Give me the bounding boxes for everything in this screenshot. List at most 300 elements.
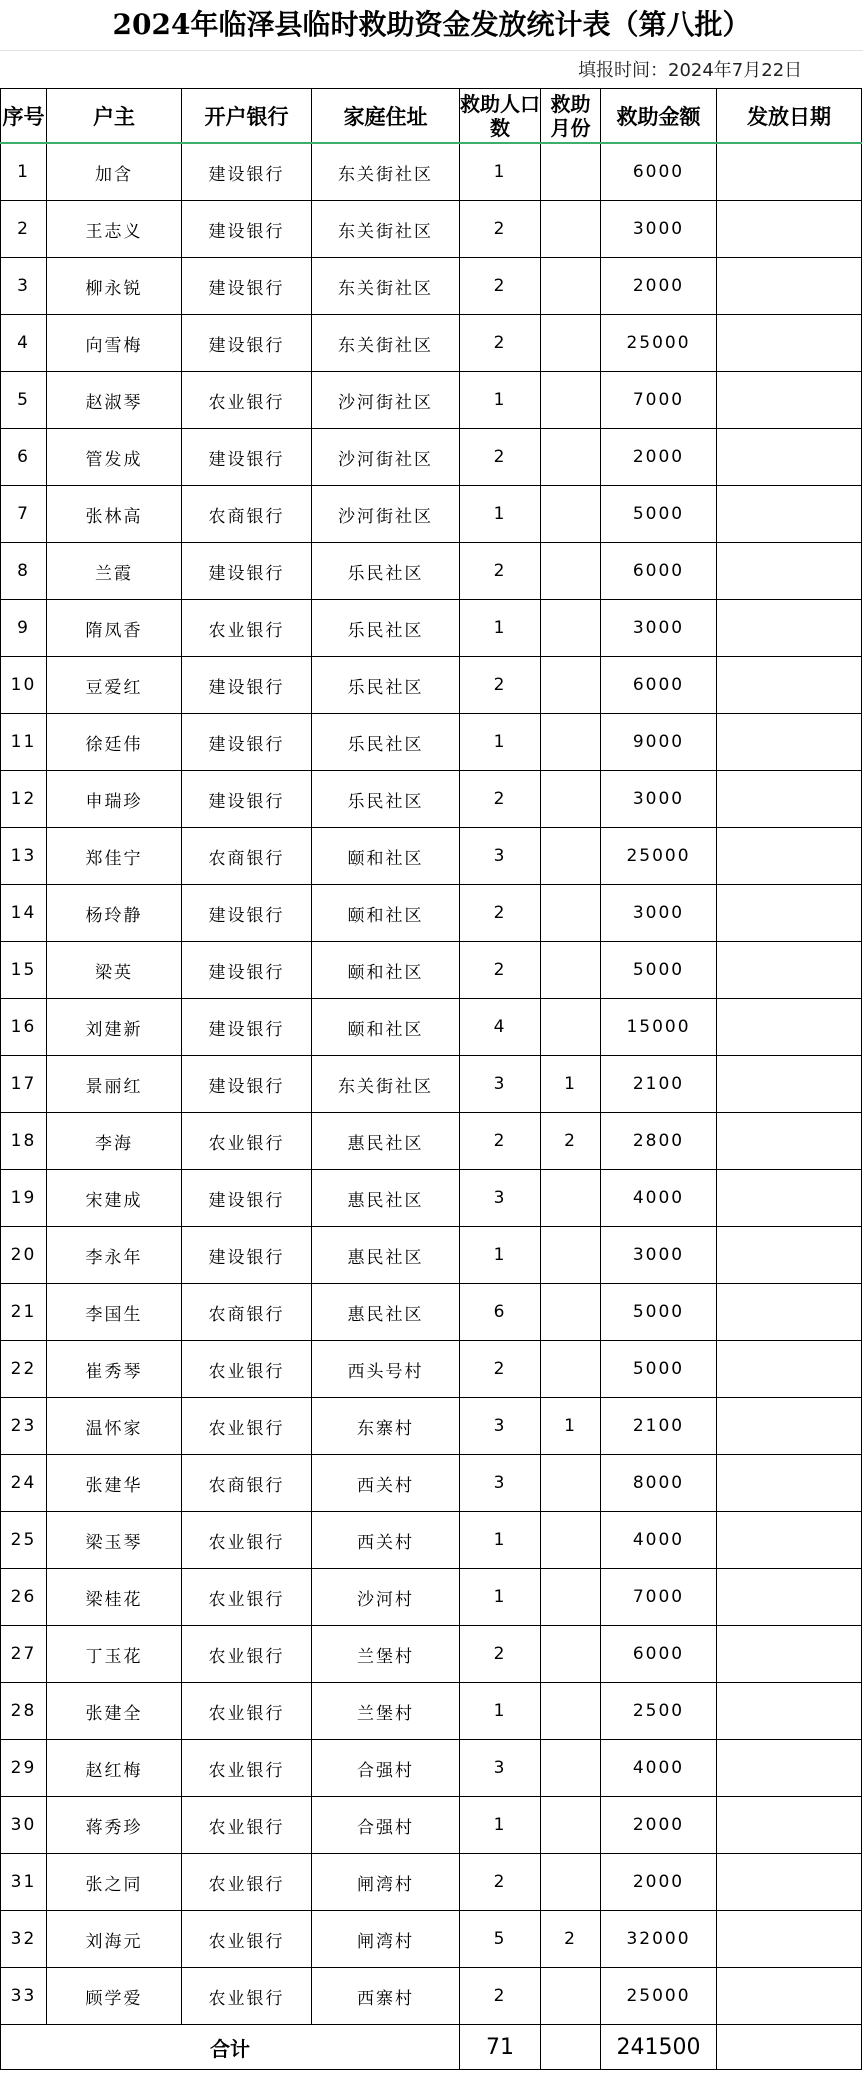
cell-householder: 梁玉琴 <box>47 1512 182 1569</box>
cell-seq: 33 <box>1 1968 47 2025</box>
cell-months <box>541 600 601 657</box>
cell-persons: 1 <box>460 714 541 771</box>
header-bank: 开户银行 <box>182 89 312 144</box>
cell-bank: 农业银行 <box>182 1569 312 1626</box>
cell-householder: 崔秀琴 <box>47 1341 182 1398</box>
cell-seq: 29 <box>1 1740 47 1797</box>
cell-seq: 7 <box>1 486 47 543</box>
cell-months: 1 <box>541 1056 601 1113</box>
cell-persons: 1 <box>460 1797 541 1854</box>
table-row <box>1 657 862 714</box>
cell-persons: 2 <box>460 258 541 315</box>
cell-householder: 隋凤香 <box>47 600 182 657</box>
cell-persons: 1 <box>460 372 541 429</box>
cell-date <box>717 657 862 714</box>
cell-persons: 2 <box>460 1626 541 1683</box>
cell-persons: 1 <box>460 1512 541 1569</box>
cell-months <box>541 657 601 714</box>
cell-address: 沙河街社区 <box>312 486 460 543</box>
cell-months <box>541 1569 601 1626</box>
cell-bank: 农业银行 <box>182 1398 312 1455</box>
cell-amount: 2000 <box>601 429 717 486</box>
cell-householder: 李永年 <box>47 1227 182 1284</box>
relief-table <box>0 88 862 2070</box>
cell-amount: 3000 <box>601 771 717 828</box>
cell-seq: 4 <box>1 315 47 372</box>
cell-bank: 建设银行 <box>182 714 312 771</box>
cell-months <box>541 315 601 372</box>
cell-bank: 建设银行 <box>182 885 312 942</box>
cell-bank: 农商银行 <box>182 828 312 885</box>
cell-householder: 张建全 <box>47 1683 182 1740</box>
cell-bank: 农业银行 <box>182 600 312 657</box>
table-row <box>1 372 862 429</box>
cell-householder: 赵淑琴 <box>47 372 182 429</box>
cell-householder: 李国生 <box>47 1284 182 1341</box>
cell-months <box>541 143 601 201</box>
table-row <box>1 1398 862 1455</box>
table-row <box>1 1284 862 1341</box>
cell-date <box>717 1569 862 1626</box>
cell-seq: 10 <box>1 657 47 714</box>
cell-amount: 5000 <box>601 486 717 543</box>
cell-address: 西寨村 <box>312 1968 460 2025</box>
cell-address: 合强村 <box>312 1740 460 1797</box>
cell-months <box>541 1284 601 1341</box>
cell-amount: 7000 <box>601 372 717 429</box>
cell-amount: 2100 <box>601 1056 717 1113</box>
cell-bank: 农业银行 <box>182 1512 312 1569</box>
cell-months <box>541 1683 601 1740</box>
cell-bank: 农商银行 <box>182 486 312 543</box>
cell-date <box>717 1740 862 1797</box>
cell-amount: 32000 <box>601 1911 717 1968</box>
cell-date <box>717 1683 862 1740</box>
cell-address: 东关街社区 <box>312 258 460 315</box>
cell-seq: 26 <box>1 1569 47 1626</box>
cell-months <box>541 1341 601 1398</box>
cell-householder: 张建华 <box>47 1455 182 1512</box>
cell-amount: 2800 <box>601 1113 717 1170</box>
cell-date <box>717 258 862 315</box>
cell-householder: 管发成 <box>47 429 182 486</box>
cell-seq: 18 <box>1 1113 47 1170</box>
cell-persons: 2 <box>460 885 541 942</box>
total-row <box>1 2025 862 2070</box>
cell-householder: 景丽红 <box>47 1056 182 1113</box>
cell-amount: 25000 <box>601 1968 717 2025</box>
cell-months: 2 <box>541 1911 601 1968</box>
cell-date <box>717 1455 862 1512</box>
header-persons: 救助人口数 <box>460 89 541 144</box>
header-months: 救助月份 <box>541 89 601 144</box>
cell-address: 沙河街社区 <box>312 429 460 486</box>
table-row <box>1 714 862 771</box>
cell-amount: 6000 <box>601 1626 717 1683</box>
cell-amount: 4000 <box>601 1170 717 1227</box>
cell-bank: 农业银行 <box>182 1740 312 1797</box>
table-row <box>1 143 862 201</box>
cell-months <box>541 1740 601 1797</box>
cell-bank: 建设银行 <box>182 999 312 1056</box>
cell-date <box>717 429 862 486</box>
cell-date <box>717 372 862 429</box>
cell-amount: 25000 <box>601 315 717 372</box>
cell-bank: 建设银行 <box>182 429 312 486</box>
cell-seq: 3 <box>1 258 47 315</box>
cell-amount: 9000 <box>601 714 717 771</box>
cell-persons: 1 <box>460 1683 541 1740</box>
cell-date <box>717 828 862 885</box>
cell-amount: 3000 <box>601 201 717 258</box>
cell-persons: 2 <box>460 429 541 486</box>
cell-amount: 3000 <box>601 1227 717 1284</box>
cell-months <box>541 828 601 885</box>
cell-address: 兰堡村 <box>312 1626 460 1683</box>
cell-address: 颐和社区 <box>312 942 460 999</box>
cell-bank: 建设银行 <box>182 315 312 372</box>
table-row <box>1 201 862 258</box>
cell-persons: 3 <box>460 828 541 885</box>
cell-seq: 6 <box>1 429 47 486</box>
cell-seq: 25 <box>1 1512 47 1569</box>
cell-months <box>541 372 601 429</box>
cell-amount: 8000 <box>601 1455 717 1512</box>
cell-persons: 2 <box>460 942 541 999</box>
cell-seq: 12 <box>1 771 47 828</box>
table-row <box>1 1056 862 1113</box>
cell-persons: 5 <box>460 1911 541 1968</box>
cell-months <box>541 1227 601 1284</box>
cell-date <box>717 1797 862 1854</box>
cell-address: 兰堡村 <box>312 1683 460 1740</box>
table-row <box>1 1113 862 1170</box>
table-row <box>1 999 862 1056</box>
cell-persons: 2 <box>460 657 541 714</box>
cell-bank: 农商银行 <box>182 1284 312 1341</box>
cell-date <box>717 1056 862 1113</box>
cell-persons: 2 <box>460 1968 541 2025</box>
total-date <box>717 2025 862 2070</box>
table-row <box>1 315 862 372</box>
cell-address: 惠民社区 <box>312 1284 460 1341</box>
cell-months <box>541 714 601 771</box>
cell-bank: 建设银行 <box>182 942 312 999</box>
cell-persons: 2 <box>460 1854 541 1911</box>
total-persons: 71 <box>460 2025 541 2070</box>
cell-address: 乐民社区 <box>312 714 460 771</box>
cell-bank: 建设银行 <box>182 543 312 600</box>
cell-persons: 6 <box>460 1284 541 1341</box>
cell-months <box>541 885 601 942</box>
cell-seq: 27 <box>1 1626 47 1683</box>
cell-persons: 3 <box>460 1170 541 1227</box>
cell-householder: 顾学爱 <box>47 1968 182 2025</box>
cell-bank: 农商银行 <box>182 1455 312 1512</box>
cell-amount: 3000 <box>601 600 717 657</box>
cell-months <box>541 201 601 258</box>
cell-amount: 2000 <box>601 258 717 315</box>
cell-date <box>717 315 862 372</box>
table-row <box>1 828 862 885</box>
fill-date: 填报时间：2024年7月22日 <box>578 60 803 81</box>
total-months <box>541 2025 601 2070</box>
cell-bank: 农业银行 <box>182 1683 312 1740</box>
cell-householder: 丁玉花 <box>47 1626 182 1683</box>
cell-months <box>541 771 601 828</box>
header-seq: 序号 <box>1 89 47 144</box>
cell-bank: 农业银行 <box>182 1113 312 1170</box>
cell-seq: 28 <box>1 1683 47 1740</box>
cell-householder: 豆爱红 <box>47 657 182 714</box>
cell-address: 东关街社区 <box>312 1056 460 1113</box>
cell-date <box>717 143 862 201</box>
cell-date <box>717 1284 862 1341</box>
cell-amount: 4000 <box>601 1740 717 1797</box>
table-row <box>1 258 862 315</box>
cell-bank: 建设银行 <box>182 1227 312 1284</box>
cell-seq: 2 <box>1 201 47 258</box>
cell-seq: 31 <box>1 1854 47 1911</box>
cell-bank: 农业银行 <box>182 372 312 429</box>
header-amount: 救助金额 <box>601 89 717 144</box>
page-title: 2024年临泽县临时救助资金发放统计表（第八批） <box>112 8 751 41</box>
table-row <box>1 885 862 942</box>
cell-seq: 32 <box>1 1911 47 1968</box>
cell-persons: 1 <box>460 600 541 657</box>
cell-amount: 2500 <box>601 1683 717 1740</box>
cell-amount: 4000 <box>601 1512 717 1569</box>
cell-persons: 3 <box>460 1056 541 1113</box>
cell-address: 东关街社区 <box>312 201 460 258</box>
table-row <box>1 1911 862 1968</box>
table-row <box>1 1854 862 1911</box>
cell-seq: 16 <box>1 999 47 1056</box>
cell-householder: 郑佳宁 <box>47 828 182 885</box>
table-row <box>1 1626 862 1683</box>
cell-persons: 1 <box>460 1569 541 1626</box>
table-row <box>1 1797 862 1854</box>
cell-amount: 2100 <box>601 1398 717 1455</box>
cell-address: 乐民社区 <box>312 600 460 657</box>
cell-address: 合强村 <box>312 1797 460 1854</box>
cell-seq: 23 <box>1 1398 47 1455</box>
cell-seq: 20 <box>1 1227 47 1284</box>
cell-householder: 徐廷伟 <box>47 714 182 771</box>
cell-amount: 25000 <box>601 828 717 885</box>
cell-date <box>717 714 862 771</box>
cell-amount: 5000 <box>601 1341 717 1398</box>
cell-address: 乐民社区 <box>312 543 460 600</box>
cell-householder: 赵红梅 <box>47 1740 182 1797</box>
cell-amount: 5000 <box>601 942 717 999</box>
cell-months <box>541 1170 601 1227</box>
cell-amount: 5000 <box>601 1284 717 1341</box>
cell-seq: 24 <box>1 1455 47 1512</box>
cell-bank: 建设银行 <box>182 201 312 258</box>
cell-persons: 1 <box>460 486 541 543</box>
cell-months <box>541 543 601 600</box>
cell-persons: 2 <box>460 201 541 258</box>
cell-householder: 温怀家 <box>47 1398 182 1455</box>
cell-householder: 张之同 <box>47 1854 182 1911</box>
cell-persons: 1 <box>460 1227 541 1284</box>
cell-address: 颐和社区 <box>312 828 460 885</box>
cell-bank: 建设银行 <box>182 1056 312 1113</box>
cell-seq: 15 <box>1 942 47 999</box>
cell-months <box>541 1797 601 1854</box>
cell-householder: 刘建新 <box>47 999 182 1056</box>
cell-householder: 柳永锐 <box>47 258 182 315</box>
cell-months <box>541 1968 601 2025</box>
cell-date <box>717 1341 862 1398</box>
cell-persons: 4 <box>460 999 541 1056</box>
cell-address: 乐民社区 <box>312 771 460 828</box>
cell-date <box>717 1398 862 1455</box>
header-householder: 户主 <box>47 89 182 144</box>
cell-date <box>717 1170 862 1227</box>
cell-address: 西头号村 <box>312 1341 460 1398</box>
cell-date <box>717 543 862 600</box>
cell-address: 沙河街社区 <box>312 372 460 429</box>
cell-date <box>717 486 862 543</box>
cell-persons: 3 <box>460 1455 541 1512</box>
cell-persons: 2 <box>460 543 541 600</box>
header-date: 发放日期 <box>717 89 862 144</box>
cell-amount: 6000 <box>601 657 717 714</box>
cell-householder: 蒋秀珍 <box>47 1797 182 1854</box>
cell-months <box>541 1854 601 1911</box>
cell-householder: 李海 <box>47 1113 182 1170</box>
cell-months <box>541 258 601 315</box>
cell-bank: 建设银行 <box>182 771 312 828</box>
table-row <box>1 1683 862 1740</box>
table-row <box>1 1455 862 1512</box>
cell-seq: 11 <box>1 714 47 771</box>
cell-date <box>717 600 862 657</box>
cell-date <box>717 999 862 1056</box>
cell-seq: 17 <box>1 1056 47 1113</box>
cell-address: 惠民社区 <box>312 1170 460 1227</box>
table-row <box>1 543 862 600</box>
cell-address: 乐民社区 <box>312 657 460 714</box>
cell-householder: 王志义 <box>47 201 182 258</box>
total-label: 合计 <box>1 2025 460 2070</box>
cell-amount: 7000 <box>601 1569 717 1626</box>
cell-householder: 兰霞 <box>47 543 182 600</box>
cell-householder: 申瑞珍 <box>47 771 182 828</box>
cell-bank: 农业银行 <box>182 1626 312 1683</box>
cell-amount: 6000 <box>601 143 717 201</box>
cell-months <box>541 429 601 486</box>
cell-date <box>717 1512 862 1569</box>
cell-seq: 21 <box>1 1284 47 1341</box>
cell-bank: 农业银行 <box>182 1341 312 1398</box>
cell-date <box>717 1854 862 1911</box>
cell-seq: 8 <box>1 543 47 600</box>
cell-address: 闸湾村 <box>312 1854 460 1911</box>
cell-bank: 建设银行 <box>182 657 312 714</box>
cell-date <box>717 1968 862 2025</box>
cell-months <box>541 999 601 1056</box>
cell-date <box>717 1626 862 1683</box>
cell-months <box>541 1626 601 1683</box>
cell-householder: 刘海元 <box>47 1911 182 1968</box>
cell-bank: 农业银行 <box>182 1797 312 1854</box>
cell-date <box>717 201 862 258</box>
cell-bank: 农业银行 <box>182 1968 312 2025</box>
cell-date <box>717 1113 862 1170</box>
cell-householder: 梁英 <box>47 942 182 999</box>
cell-months <box>541 1512 601 1569</box>
cell-householder: 梁桂花 <box>47 1569 182 1626</box>
cell-seq: 13 <box>1 828 47 885</box>
cell-address: 东关街社区 <box>312 143 460 201</box>
cell-persons: 3 <box>460 1398 541 1455</box>
table-row <box>1 1170 862 1227</box>
cell-address: 西关村 <box>312 1512 460 1569</box>
cell-amount: 6000 <box>601 543 717 600</box>
header-row <box>1 89 862 144</box>
cell-address: 闸湾村 <box>312 1911 460 1968</box>
cell-bank: 建设银行 <box>182 143 312 201</box>
cell-householder: 宋建成 <box>47 1170 182 1227</box>
cell-seq: 30 <box>1 1797 47 1854</box>
cell-months <box>541 1455 601 1512</box>
cell-amount: 3000 <box>601 885 717 942</box>
total-amount: 241500 <box>601 2025 717 2070</box>
table-row <box>1 942 862 999</box>
cell-persons: 3 <box>460 1740 541 1797</box>
cell-seq: 1 <box>1 143 47 201</box>
table-row <box>1 1569 862 1626</box>
cell-householder: 向雪梅 <box>47 315 182 372</box>
cell-householder: 杨玲静 <box>47 885 182 942</box>
cell-amount: 2000 <box>601 1854 717 1911</box>
cell-address: 沙河村 <box>312 1569 460 1626</box>
cell-seq: 14 <box>1 885 47 942</box>
cell-date <box>717 771 862 828</box>
table-row <box>1 486 862 543</box>
cell-months <box>541 942 601 999</box>
cell-address: 东寨村 <box>312 1398 460 1455</box>
cell-persons: 2 <box>460 1341 541 1398</box>
table-row <box>1 429 862 486</box>
cell-date <box>717 942 862 999</box>
cell-bank: 农业银行 <box>182 1854 312 1911</box>
cell-persons: 2 <box>460 315 541 372</box>
cell-months <box>541 486 601 543</box>
table-row <box>1 600 862 657</box>
header-address: 家庭住址 <box>312 89 460 144</box>
cell-date <box>717 1911 862 1968</box>
table-row <box>1 1227 862 1284</box>
cell-address: 惠民社区 <box>312 1113 460 1170</box>
table-row <box>1 1341 862 1398</box>
cell-persons: 2 <box>460 1113 541 1170</box>
cell-date <box>717 885 862 942</box>
cell-seq: 19 <box>1 1170 47 1227</box>
cell-seq: 22 <box>1 1341 47 1398</box>
table-row <box>1 771 862 828</box>
table-row <box>1 1512 862 1569</box>
cell-address: 东关街社区 <box>312 315 460 372</box>
cell-bank: 农业银行 <box>182 1911 312 1968</box>
cell-address: 颐和社区 <box>312 885 460 942</box>
cell-bank: 建设银行 <box>182 1170 312 1227</box>
cell-seq: 5 <box>1 372 47 429</box>
cell-amount: 2000 <box>601 1797 717 1854</box>
